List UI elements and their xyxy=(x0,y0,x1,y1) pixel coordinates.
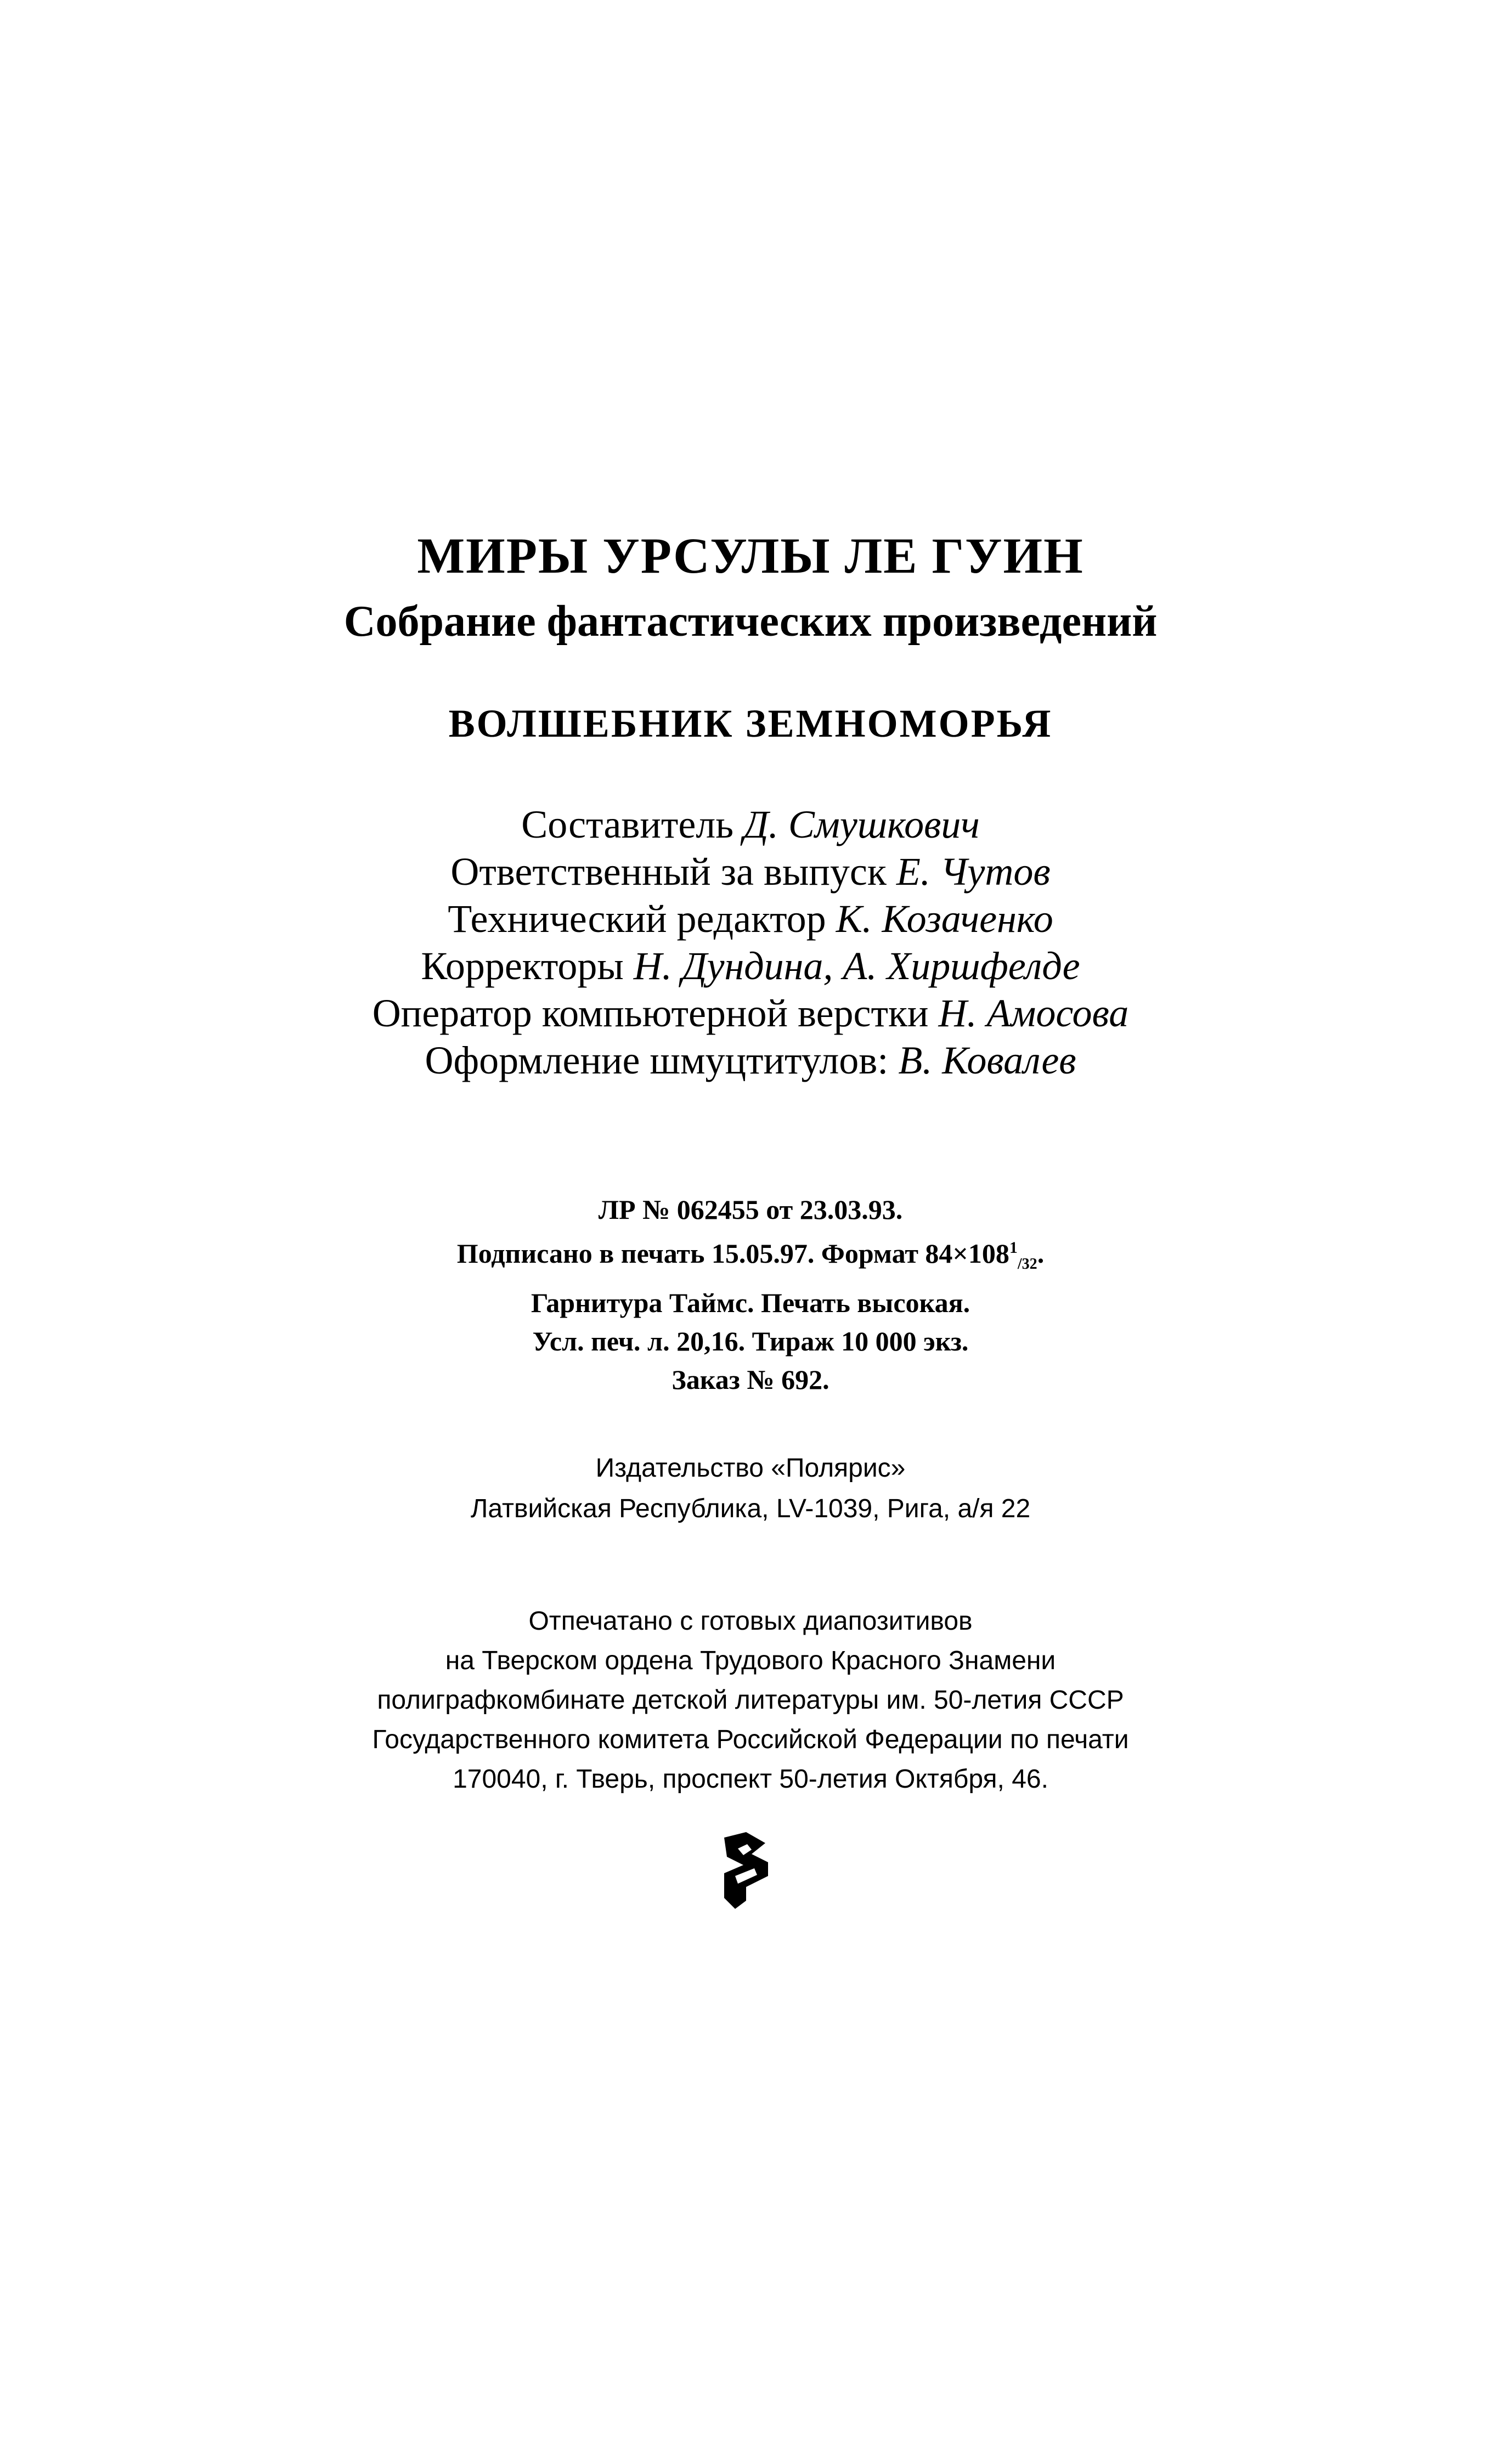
credit-name: Е. Чутов xyxy=(896,850,1051,894)
printer-logo-icon xyxy=(713,1832,779,1909)
order-line: Заказ № 692. xyxy=(672,1364,830,1395)
printer-line: 170040, г. Тверь, проспект 50-летия Октября, 46. xyxy=(453,1765,1048,1794)
credit-tech-editor xyxy=(0,895,1501,942)
credit-proofreaders xyxy=(0,942,1501,990)
printer-line: Государственного комитета Российской Федерации по печати xyxy=(372,1725,1129,1754)
book-title: ВОЛШЕБНИК ЗЕМНОМОРЬЯ xyxy=(448,702,1053,745)
credit-compiler xyxy=(0,801,1501,848)
credit-design xyxy=(0,1037,1501,1084)
credit-name: В. Ковалев xyxy=(898,1038,1076,1082)
credit-name: Н. Дундина, А. Хиршфелде xyxy=(633,944,1080,988)
technical-info xyxy=(0,1190,1501,1399)
printer-line: на Тверском ордена Трудового Красного Знамени xyxy=(445,1646,1056,1675)
credit-role: Корректоры xyxy=(421,944,624,988)
format-subscript: /32 xyxy=(1017,1256,1037,1273)
credit-name: Д. Смушкович xyxy=(743,803,980,846)
credit-name: К. Козаченко xyxy=(836,897,1053,941)
series-title: МИРЫ УРСУЛЫ ЛЕ ГУИН xyxy=(417,528,1084,584)
printer-line: Отпечатано с готовых диапозитивов xyxy=(528,1607,973,1636)
print-run-line: Усл. печ. л. 20,16. Тираж 10 000 экз. xyxy=(532,1326,969,1357)
credit-responsible xyxy=(0,848,1501,895)
credit-role: Оформление шмуцтитулов: xyxy=(425,1038,889,1082)
credits-block xyxy=(0,801,1501,1084)
printer-block xyxy=(0,1602,1501,1799)
credit-role: Ответственный за выпуск xyxy=(450,850,887,894)
signed-line: Подписано в печать 15.05.97. Формат $84\times 108^1_{/32}$. xyxy=(456,1238,1045,1273)
format-superscript: 1 xyxy=(1009,1239,1018,1257)
credit-layout-operator xyxy=(0,990,1501,1037)
credit-role: Составитель xyxy=(521,803,734,846)
credit-name: Н. Амосова xyxy=(938,991,1129,1035)
publisher-address: Латвийская Республика, LV-1039, Рига, а/я 22 xyxy=(470,1494,1031,1523)
license-line: ЛР № 062455 от 23.03.93. xyxy=(598,1194,903,1225)
series-subtitle: Собрание фантастических произведений xyxy=(343,597,1158,646)
signed-text: Подписано в печать 15.05.97. Формат 84×108 xyxy=(456,1238,1009,1269)
publisher-block xyxy=(0,1448,1501,1529)
font-line: Гарнитура Таймс. Печать высокая. xyxy=(531,1287,970,1318)
printer-line: полиграфкомбинате детской литературы им. 50-летия СССР xyxy=(377,1686,1124,1715)
publisher-name: Издательство «Полярис» xyxy=(595,1454,906,1483)
credit-role: Оператор компьютерной верстки xyxy=(372,991,929,1035)
credit-role: Технический редактор xyxy=(448,897,826,941)
